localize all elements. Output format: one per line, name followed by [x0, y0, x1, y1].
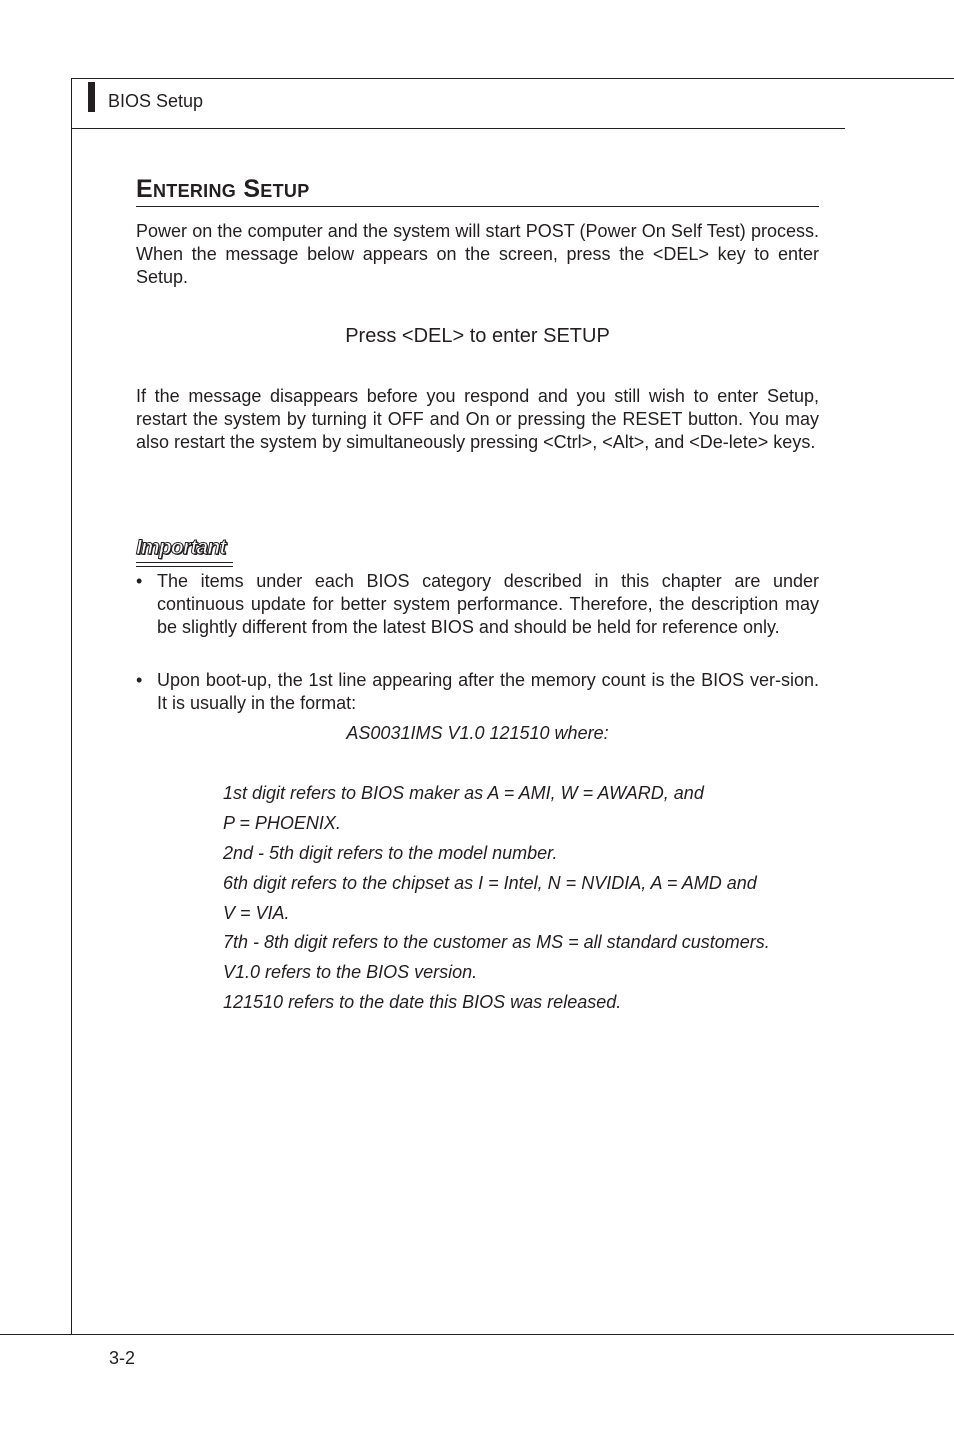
detail-line: 6th digit refers to the chipset as I = Intel, N = NVIDIA, A = AMD and [223, 873, 757, 893]
detail-line: 7th - 8th digit refers to the customer as MS = all standard customers. [223, 932, 770, 952]
bullet-marker: • [136, 670, 143, 690]
del-prompt: Press <DEL> to enter SETUP [345, 325, 610, 347]
important-underline-second [136, 566, 233, 567]
intro-paragraph: Power on the computer and the system will start POST (Power On Self Test) process. When the message below appears on the screen, press the <DEL> key to enter Setup. [136, 221, 819, 287]
bios-version-format: AS0031IMS V1.0 121510 where: [346, 723, 609, 743]
detail-line: 121510 refers to the date this BIOS was released. [223, 992, 622, 1012]
page-frame-top [71, 78, 954, 79]
header-bar-mark [88, 82, 95, 112]
header-divider [71, 128, 845, 129]
title-underline [136, 206, 819, 207]
detail-line: 1st digit refers to BIOS maker as A = AMI, W = AWARD, and [223, 783, 704, 803]
restart-paragraph: If the message disappears before you respond and you still wish to enter Setup, restart the system by turning it OFF and On or pressing the RESET button. You may also restart the system by simultaneously pressing <Ctrl>, <Alt>, and <De-lete> keys. [136, 386, 819, 452]
detail-line: 2nd - 5th digit refers to the model number. [223, 843, 558, 863]
important-underline [136, 562, 233, 563]
detail-line: P = PHOENIX. [223, 813, 341, 833]
page-number: 3-2 [109, 1348, 136, 1368]
important-label: Important [136, 536, 226, 559]
detail-line: V = VIA. [223, 903, 290, 923]
detail-line: V1.0 refers to the BIOS version. [223, 962, 478, 982]
section-title: Entering Setup [136, 175, 310, 203]
running-header: BIOS Setup [108, 91, 204, 111]
page-frame-bottom [0, 1334, 954, 1335]
page-frame-left [71, 78, 72, 1335]
bullet-item-bios-updates: The items under each BIOS category described in this chapter are under continuous update for better system performance. Therefore, the description may be slightly different from the latest BIOS and should be held for reference only. [157, 571, 819, 637]
bullet-item-bios-version: Upon boot-up, the 1st line appearing after the memory count is the BIOS ver-sion. It is usually in the format: [157, 670, 819, 713]
bullet-marker: • [136, 571, 143, 591]
